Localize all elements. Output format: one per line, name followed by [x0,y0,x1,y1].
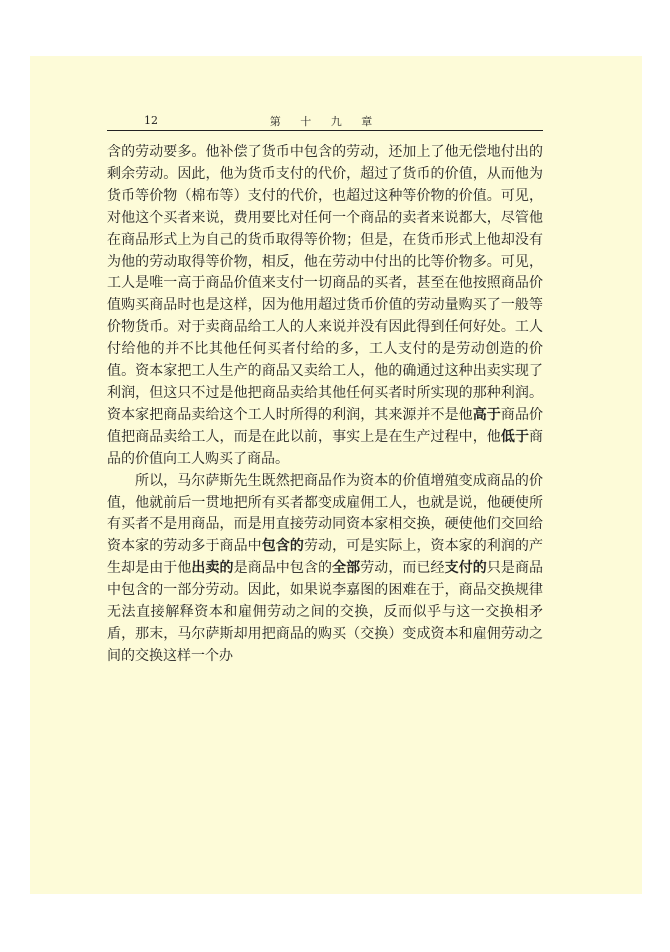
paragraph-2-text-4: 劳动，而已经 [360,560,445,577]
paragraph-2-text-3: 是商品中包含的 [233,560,333,577]
paragraph-1-text-2: 商品价值把商品卖给工人，而是在此以前，事实上是在生产过程中，他 [107,406,544,445]
body-text [107,142,543,668]
paragraph-2-text-5: 只是商品中包含的一部分劳动。因此，如果说李嘉图的困难在于，商品交换规律无法直接解释资本和雇佣劳动之间的交换，反而似乎与这一交换相矛盾，那末，马尔萨斯却用把商品的购买（交换）变成资本和雇佣劳动之间的交换这样一个办 [107,560,544,664]
running-header [107,106,543,131]
emphasis-all: 全部 [332,560,361,577]
paragraph-2-text-2: 劳动，可是实际上，资本家的利润的产生却是由于他 [107,538,544,577]
paragraph-2-text-1: 所以，马尔萨斯先生既然把商品作为资本的价值增殖变成商品的价值，他就前后一贯地把所有买者都变成雇佣工人，也就是说，他硬使所有买者不是用商品，而是用直接劳动同资本家相交换，硬使他们交回给资本家的劳动多于商品中 [107,472,543,555]
page-number: 12 [144,114,158,127]
paragraph-1 [107,142,543,471]
emphasis-sold: 出卖的 [191,560,234,577]
emphasis-higher-than: 高于 [472,406,501,423]
paragraph-2 [107,471,543,668]
chapter-title: 第 十 九 章 [269,115,381,128]
paragraph-1-text-3: 商品的价值向工人购买了商品。 [107,428,544,467]
emphasis-lower-than: 低于 [500,428,530,445]
paragraph-1-text-1: 含的劳动要多。他补偿了货币中包含的劳动，还加上了他无偿地付出的剩余劳动。因此，他为货币支付的代价，超过了货币的价值，从而他为货币等价物（棉布等）支付的代价，也超过这种等价物的价值。可见，对他这个买者来说，费用要比对任何一个商品的卖者来说都大，尽管他在商品形式上为自己的货币取得等价物；但是，在货币形式上他却没有为他的劳动取得等价物，相反，他在劳动中付出的比等价物多。可见，工人是唯一高于商品价值来支付一切商品的买者，甚至在他按照商品价值购买商品时也是这样，因为他用超过货币价值的劳动量购买了一般等价物货币。对于卖商品给工人的人来说并没有因此得到任何好处。工人付给他的并不比其他任何买者付给的多，工人支付的是劳动创造的价值。资本家把工人生产的商品又卖给工人，他的确通过这种出卖实现了利润，但这只不过是他把商品卖给其他任何买者时所实现的那种利润。资本家把商品卖给这个工人时所得的利润，其来源并不是他 [107,144,543,423]
emphasis-paid: 支付的 [444,560,487,577]
emphasis-contained: 包含的 [261,538,304,555]
